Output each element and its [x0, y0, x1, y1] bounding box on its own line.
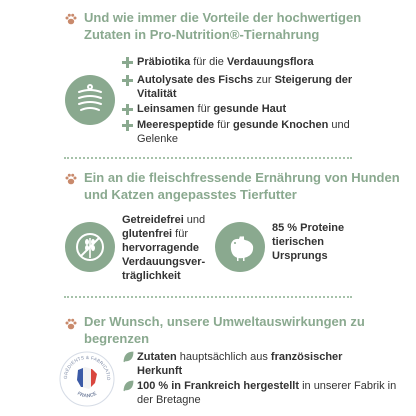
- chicken-icon: [215, 222, 265, 272]
- item-text: und Gelenke: [137, 119, 350, 145]
- feat-bold: tierischen: [272, 236, 324, 248]
- item-bold: Meerespeptide: [137, 119, 215, 131]
- item-text: in unserer Fabrik in der Bretagne: [137, 380, 397, 406]
- list-item: [137, 73, 357, 101]
- feat-bold: glutenfrei: [122, 228, 173, 240]
- feat-bold: Getreidefrei: [122, 214, 184, 226]
- france-seal: [58, 350, 116, 408]
- item-bold: 100 % in Frankreich hergestellt: [137, 380, 300, 392]
- item-bold: Leinsamen: [137, 103, 195, 115]
- item-text: für: [194, 103, 214, 115]
- item-bold: Steigerung der Vitalität: [137, 74, 353, 100]
- plus-icon: [122, 57, 133, 68]
- seal-bottom-text: FRANCE: [76, 390, 98, 400]
- list-item: [137, 102, 387, 116]
- item-text: für die: [190, 56, 227, 68]
- item-bold: Verdauungsflora: [226, 56, 314, 68]
- section-heading: Ein an die fleischfressende Ernährung von Hunden und Katzen angepasstes Tierfutter: [84, 170, 400, 202]
- leaf-icon: [122, 351, 134, 363]
- feat-bold: Ursprungs: [272, 250, 328, 262]
- paw-icon: [64, 317, 78, 331]
- item-bold: gesunde Haut: [213, 103, 287, 115]
- feat-text: für: [172, 228, 189, 240]
- plus-icon: [122, 75, 133, 86]
- leaf-icon: [122, 380, 134, 392]
- section-heading: Und wie immer die Vorteile der hochwertigen Zutaten in Pro-Nutrition®-Tiernahrung: [84, 10, 362, 42]
- divider: [64, 157, 352, 159]
- paw-icon: [64, 12, 78, 26]
- feat-bold: träglichkeit: [122, 270, 181, 282]
- item-bold: Präbiotika: [137, 56, 191, 68]
- item-text: hauptsächlich aus: [176, 351, 271, 363]
- feat-bold: hervorragende: [122, 242, 200, 254]
- plus-icon: [122, 120, 133, 131]
- feat-bold: Proteine: [297, 222, 345, 234]
- plus-icon: [122, 104, 133, 115]
- item-bold: Autolysate des Fischs: [137, 74, 254, 86]
- seal-top-text: GRÉDIENTS & FABRICATIO: [62, 354, 112, 381]
- feat-bold: 85 %: [272, 222, 298, 234]
- spiral-supplement-icon: [65, 75, 115, 125]
- item-bold: gesunde Knochen: [232, 119, 329, 131]
- list-item: [137, 350, 387, 378]
- section-environment: [0, 300, 416, 416]
- feat-text: und: [183, 214, 206, 226]
- item-text: für: [214, 119, 233, 131]
- list-item: [137, 55, 387, 69]
- paw-icon: [64, 172, 78, 186]
- item-bold: Zutaten: [137, 351, 177, 363]
- divider: [64, 296, 352, 298]
- section-heading: Der Wunsch, unsere Umweltauswirkungen zu begrenzen: [84, 314, 365, 346]
- section-benefits: [0, 0, 416, 150]
- item-bold: französischer Herkunft: [137, 351, 343, 377]
- protein-text: [272, 221, 382, 263]
- section-carnivore: [0, 160, 416, 295]
- item-text: zur: [253, 74, 275, 86]
- grain-free-text: [122, 213, 217, 283]
- feat-bold: Verdauungsver-: [122, 256, 206, 268]
- list-item: [137, 118, 367, 146]
- list-item: [137, 379, 407, 407]
- grain-free-icon: [65, 222, 115, 272]
